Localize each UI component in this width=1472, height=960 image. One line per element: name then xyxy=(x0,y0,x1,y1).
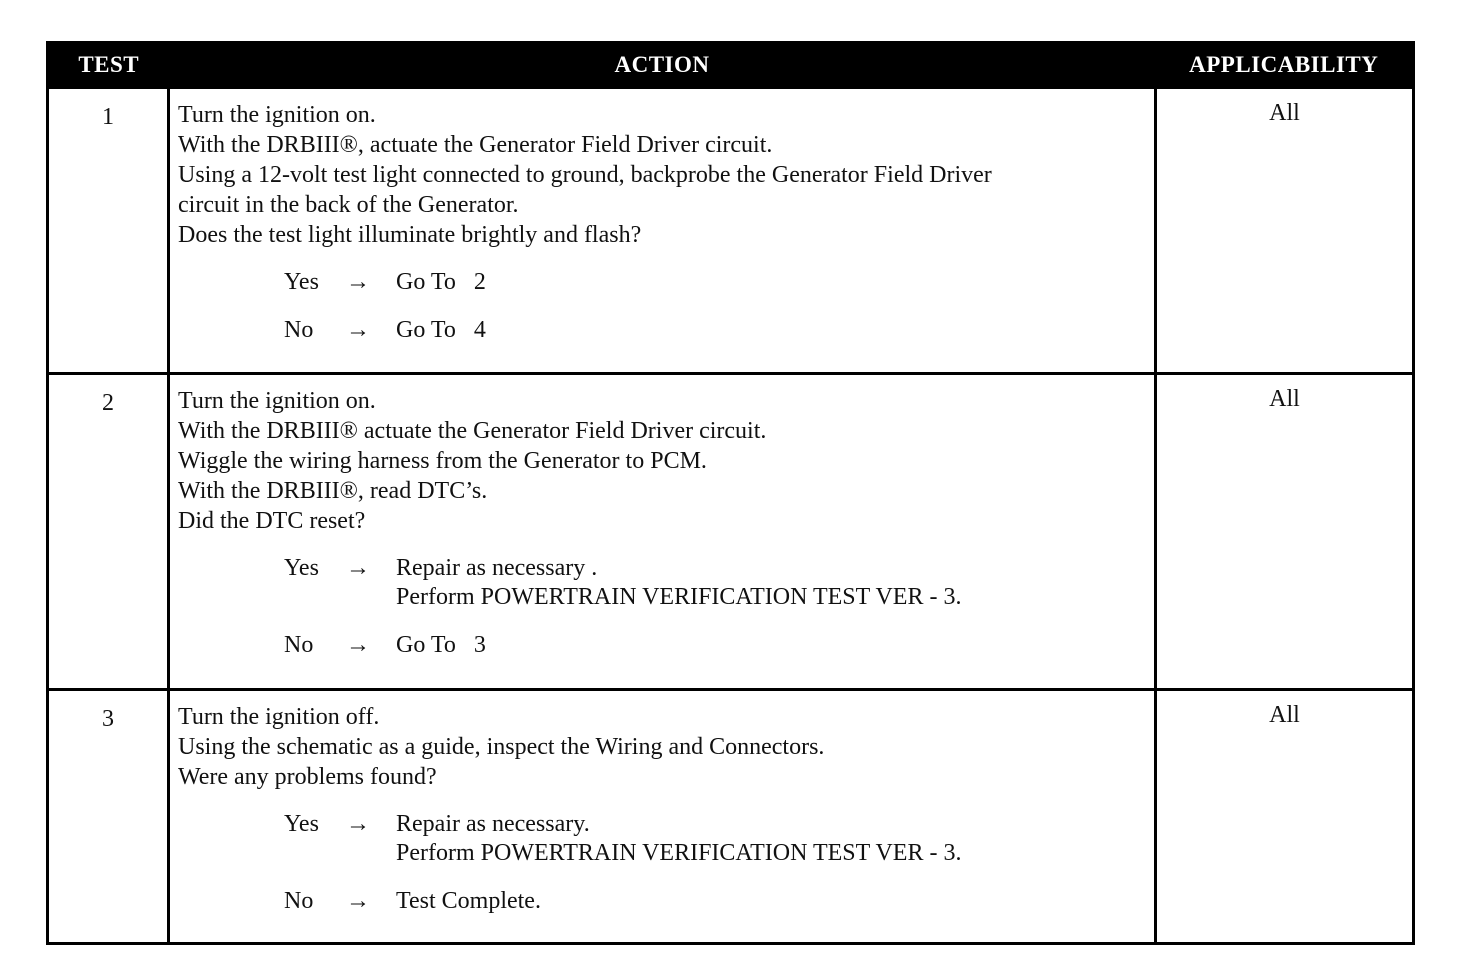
no-label: No xyxy=(284,632,314,658)
action-cell xyxy=(169,690,1156,944)
right-arrow-icon: → xyxy=(346,269,370,295)
no-result xyxy=(396,887,1146,916)
yes-label: Yes xyxy=(284,811,319,837)
action-step: With the DRBIII®, actuate the Generator Field Driver circuit. xyxy=(178,132,773,158)
yes-result xyxy=(396,810,1146,868)
no-branch xyxy=(284,631,1146,660)
no-label: No xyxy=(284,888,314,914)
diagnostic-test-table xyxy=(46,41,1415,945)
no-label: No xyxy=(284,317,314,343)
result-line: Perform POWERTRAIN VERIFICATION TEST VER - 3. xyxy=(396,584,962,610)
right-arrow-icon: → xyxy=(346,632,370,658)
result-line: Go To 4 xyxy=(396,317,486,343)
result-line: Perform POWERTRAIN VERIFICATION TEST VER - 3. xyxy=(396,840,962,866)
header-applicability: APPLICABILITY xyxy=(1156,43,1414,88)
header-test: TEST xyxy=(48,43,169,88)
right-arrow-icon: → xyxy=(346,555,370,581)
action-cell xyxy=(169,374,1156,690)
no-branch xyxy=(284,316,1146,345)
result-line: Go To 2 xyxy=(396,269,486,295)
result-line: Go To 3 xyxy=(396,632,486,658)
action-step: Wiggle the wiring harness from the Generator to PCM. xyxy=(178,448,707,474)
action-step: Were any problems found? xyxy=(178,764,437,790)
action-step: Does the test light illuminate brightly and flash? xyxy=(178,222,642,248)
header-row xyxy=(48,43,1414,88)
no-result xyxy=(396,631,1146,660)
action-step: Using a 12-volt test light connected to ground, backprobe the Generator Field Driver xyxy=(178,162,992,188)
action-step: circuit in the back of the Generator. xyxy=(178,192,519,218)
action-step: Turn the ignition on. xyxy=(178,102,376,128)
right-arrow-icon: → xyxy=(346,888,370,914)
no-result xyxy=(396,316,1146,345)
yes-branch xyxy=(284,268,1146,297)
yes-label: Yes xyxy=(284,269,319,295)
result-line: Repair as necessary . xyxy=(396,555,598,581)
result-line: Test Complete. xyxy=(396,888,541,914)
table-row xyxy=(48,374,1414,690)
yes-branch xyxy=(284,810,1146,868)
right-arrow-icon: → xyxy=(346,317,370,343)
yes-result xyxy=(396,268,1146,297)
table-row xyxy=(48,690,1414,944)
right-arrow-icon: → xyxy=(346,811,370,837)
yes-branch xyxy=(284,554,1146,612)
action-step: Turn the ignition off. xyxy=(178,704,380,730)
yes-result xyxy=(396,554,1146,612)
action-step: With the DRBIII® actuate the Generator Field Driver circuit. xyxy=(178,418,767,444)
action-step: Turn the ignition on. xyxy=(178,388,376,414)
yes-label: Yes xyxy=(284,555,319,581)
result-line: Repair as necessary. xyxy=(396,811,590,837)
applicability-cell: All xyxy=(1156,374,1414,690)
action-step: Using the schematic as a guide, inspect the Wiring and Connectors. xyxy=(178,734,825,760)
action-cell xyxy=(169,88,1156,374)
no-branch xyxy=(284,887,1146,916)
table-row xyxy=(48,88,1414,374)
header-action: ACTION xyxy=(169,43,1156,88)
action-step: Did the DTC reset? xyxy=(178,508,366,534)
action-step: With the DRBIII®, read DTC’s. xyxy=(178,478,488,504)
applicability-cell: All xyxy=(1156,690,1414,944)
test-number: 2 xyxy=(48,374,169,690)
applicability-cell: All xyxy=(1156,88,1414,374)
test-number: 1 xyxy=(48,88,169,374)
test-number: 3 xyxy=(48,690,169,944)
